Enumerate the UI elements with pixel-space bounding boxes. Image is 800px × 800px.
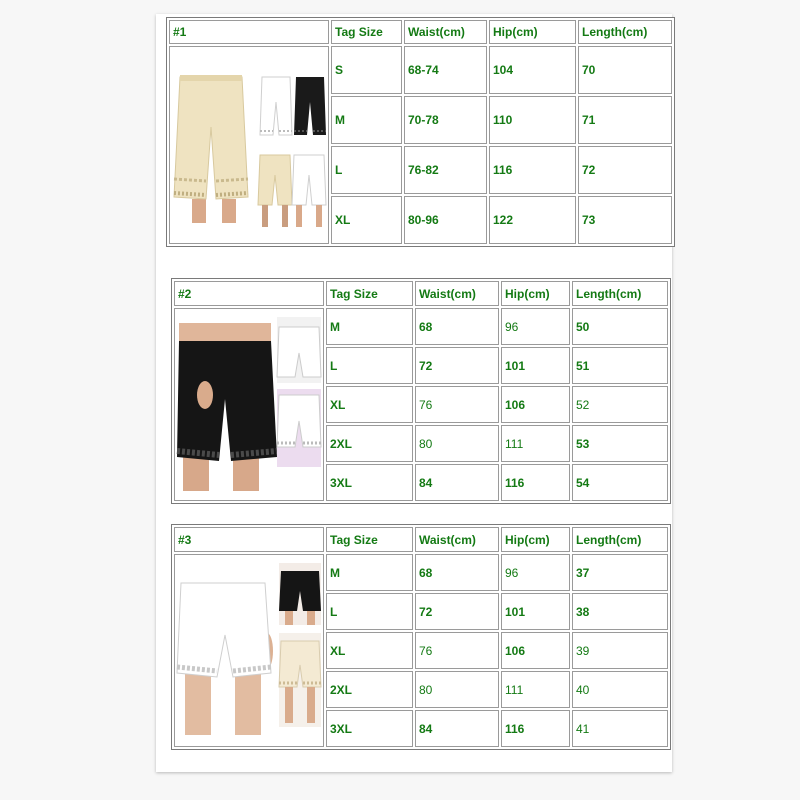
- header-tag-size: Tag Size: [326, 281, 413, 306]
- cell-hip: 101: [501, 593, 570, 630]
- cell-length: 52: [572, 386, 668, 423]
- size-table-3: [171, 524, 671, 750]
- header-hip: Hip(cm): [489, 20, 576, 44]
- table-id: #1: [169, 20, 329, 44]
- table-header-row: [174, 527, 668, 552]
- cell-hip: 111: [501, 425, 570, 462]
- cell-hip: 106: [501, 386, 570, 423]
- cell-waist: 68: [415, 308, 499, 345]
- table-row: [174, 554, 668, 591]
- cell-hip: 116: [501, 710, 570, 747]
- cell-hip: 104: [489, 46, 576, 94]
- product-photo-black-pettipants: [174, 308, 324, 501]
- product-photo-white-lace-shorts: [174, 554, 324, 747]
- cell-waist: 84: [415, 464, 499, 501]
- cell-length: 70: [578, 46, 672, 94]
- cell-waist: 76: [415, 632, 499, 669]
- header-tag-size: Tag Size: [326, 527, 413, 552]
- header-hip: Hip(cm): [501, 281, 570, 306]
- header-hip: Hip(cm): [501, 527, 570, 552]
- cell-tag-size: L: [326, 347, 413, 384]
- cell-waist: 68: [415, 554, 499, 591]
- cell-waist: 84: [415, 710, 499, 747]
- cell-length: 50: [572, 308, 668, 345]
- table-header-row: [174, 281, 668, 306]
- header-tag-size: Tag Size: [331, 20, 402, 44]
- header-waist: Waist(cm): [415, 281, 499, 306]
- header-length: Length(cm): [578, 20, 672, 44]
- cell-hip: 96: [501, 554, 570, 591]
- cell-tag-size: 3XL: [326, 710, 413, 747]
- size-table-1: [166, 17, 675, 247]
- cell-hip: 116: [489, 146, 576, 194]
- cell-waist: 76-82: [404, 146, 487, 194]
- cell-hip: 111: [501, 671, 570, 708]
- cell-hip: 106: [501, 632, 570, 669]
- cell-length: 40: [572, 671, 668, 708]
- cell-waist: 80: [415, 671, 499, 708]
- cell-waist: 70-78: [404, 96, 487, 144]
- cell-hip: 110: [489, 96, 576, 144]
- cell-length: 38: [572, 593, 668, 630]
- size-table-2: [171, 278, 671, 504]
- cell-waist: 76: [415, 386, 499, 423]
- cell-tag-size: XL: [331, 196, 402, 244]
- cell-waist: 68-74: [404, 46, 487, 94]
- table-id: #2: [174, 281, 324, 306]
- cell-length: 37: [572, 554, 668, 591]
- cell-waist: 80: [415, 425, 499, 462]
- cell-tag-size: S: [331, 46, 402, 94]
- header-waist: Waist(cm): [404, 20, 487, 44]
- cell-length: 51: [572, 347, 668, 384]
- cell-tag-size: M: [326, 554, 413, 591]
- cell-tag-size: XL: [326, 386, 413, 423]
- cell-tag-size: 3XL: [326, 464, 413, 501]
- table-row: [169, 46, 672, 94]
- table-header-row: [169, 20, 672, 44]
- header-length: Length(cm): [572, 281, 668, 306]
- cell-hip: 122: [489, 196, 576, 244]
- header-waist: Waist(cm): [415, 527, 499, 552]
- cell-length: 54: [572, 464, 668, 501]
- cell-tag-size: M: [326, 308, 413, 345]
- cell-tag-size: XL: [326, 632, 413, 669]
- cell-tag-size: 2XL: [326, 671, 413, 708]
- cell-tag-size: L: [326, 593, 413, 630]
- cell-tag-size: 2XL: [326, 425, 413, 462]
- cell-waist: 72: [415, 347, 499, 384]
- cell-waist: 72: [415, 593, 499, 630]
- cell-tag-size: L: [331, 146, 402, 194]
- cell-length: 53: [572, 425, 668, 462]
- header-length: Length(cm): [572, 527, 668, 552]
- cell-tag-size: M: [331, 96, 402, 144]
- product-photo-cream-pettipants: [169, 46, 329, 244]
- cell-length: 71: [578, 96, 672, 144]
- cell-length: 72: [578, 146, 672, 194]
- table-id: #3: [174, 527, 324, 552]
- cell-length: 41: [572, 710, 668, 747]
- cell-hip: 116: [501, 464, 570, 501]
- cell-hip: 101: [501, 347, 570, 384]
- cell-length: 39: [572, 632, 668, 669]
- table-row: [174, 308, 668, 345]
- cell-hip: 96: [501, 308, 570, 345]
- cell-length: 73: [578, 196, 672, 244]
- cell-waist: 80-96: [404, 196, 487, 244]
